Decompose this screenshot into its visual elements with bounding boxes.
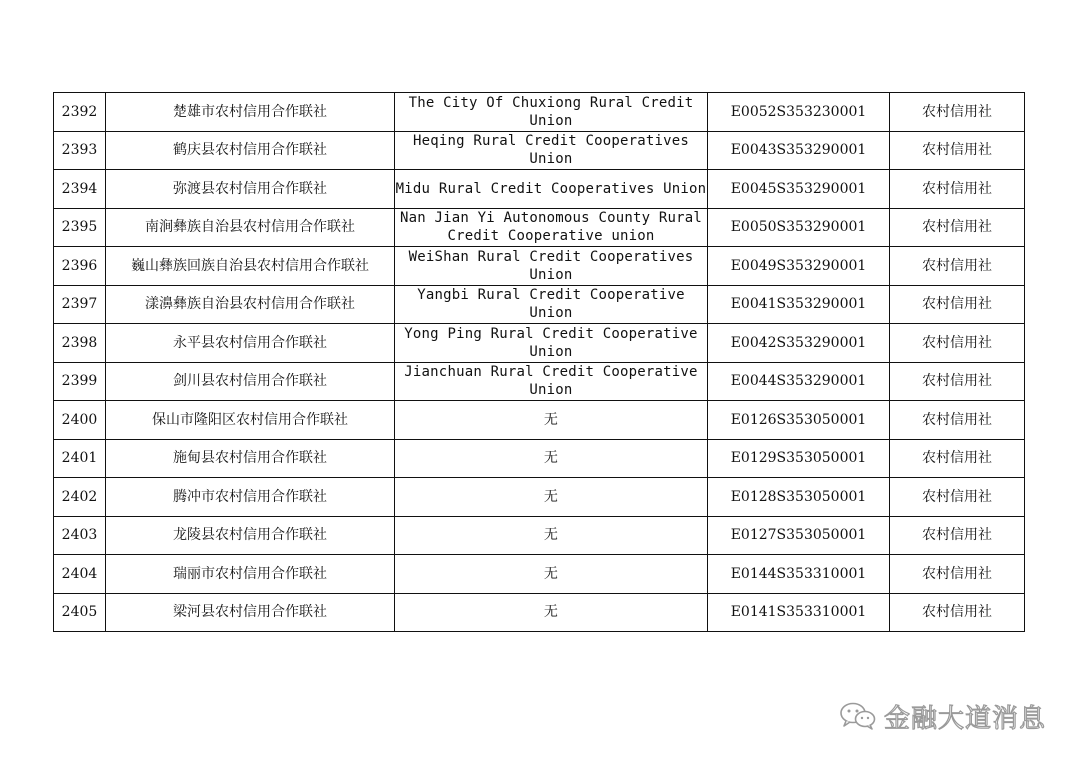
cell-name-chinese: 剑川县农村信用合作联社 (106, 362, 395, 401)
cell-institution-code: E0044S353290001 (708, 362, 890, 401)
wechat-icon (838, 701, 878, 731)
cell-name-chinese: 保山市隆阳区农村信用合作联社 (106, 401, 395, 440)
cell-name-english: 无 (395, 439, 708, 478)
cell-institution-code: E0042S353290001 (708, 324, 890, 363)
cell-institution-type: 农村信用社 (890, 516, 1025, 555)
cell-name-chinese: 漾濞彝族自治县农村信用合作联社 (106, 285, 395, 324)
table-row (54, 208, 1025, 247)
cell-number: 2395 (54, 208, 106, 247)
cell-number: 2400 (54, 401, 106, 440)
cell-institution-type: 农村信用社 (890, 324, 1025, 363)
cell-name-english: 无 (395, 593, 708, 632)
cell-institution-code: E0052S353230001 (708, 93, 890, 132)
cell-name-chinese: 梁河县农村信用合作联社 (106, 593, 395, 632)
table-row (54, 401, 1025, 440)
cell-number: 2398 (54, 324, 106, 363)
cell-name-chinese: 永平县农村信用合作联社 (106, 324, 395, 363)
cell-institution-type: 农村信用社 (890, 593, 1025, 632)
cell-number: 2405 (54, 593, 106, 632)
cell-institution-code: E0127S353050001 (708, 516, 890, 555)
cell-name-english: 无 (395, 555, 708, 594)
table-row (54, 170, 1025, 209)
cell-number: 2393 (54, 131, 106, 170)
cell-institution-type: 农村信用社 (890, 93, 1025, 132)
cell-name-chinese: 龙陵县农村信用合作联社 (106, 516, 395, 555)
cell-institution-code: E0045S353290001 (708, 170, 890, 209)
cell-name-chinese: 鹤庆县农村信用合作联社 (106, 131, 395, 170)
table-row (54, 439, 1025, 478)
table-row (54, 93, 1025, 132)
cell-number: 2396 (54, 247, 106, 286)
cell-number: 2401 (54, 439, 106, 478)
cell-number: 2392 (54, 93, 106, 132)
table-row (54, 324, 1025, 363)
table-row (54, 478, 1025, 517)
cell-name-english: The City Of Chuxiong Rural Credit Union (395, 93, 708, 132)
cell-institution-type: 农村信用社 (890, 555, 1025, 594)
cell-number: 2403 (54, 516, 106, 555)
cell-name-english: 无 (395, 401, 708, 440)
table-row (54, 593, 1025, 632)
table-row (54, 516, 1025, 555)
table-row (54, 247, 1025, 286)
cell-name-chinese: 巍山彝族回族自治县农村信用合作联社 (106, 247, 395, 286)
cell-institution-code: E0129S353050001 (708, 439, 890, 478)
cell-institution-type: 农村信用社 (890, 362, 1025, 401)
cell-institution-code: E0043S353290001 (708, 131, 890, 170)
cell-name-chinese: 南涧彝族自治县农村信用合作联社 (106, 208, 395, 247)
cell-name-chinese: 腾冲市农村信用合作联社 (106, 478, 395, 517)
cell-institution-type: 农村信用社 (890, 401, 1025, 440)
cell-institution-code: E0141S353310001 (708, 593, 890, 632)
cell-institution-type: 农村信用社 (890, 131, 1025, 170)
cell-name-english: Nan Jian Yi Autonomous County Rural Credit Cooperative union (395, 208, 708, 247)
cell-number: 2394 (54, 170, 106, 209)
cell-name-chinese: 楚雄市农村信用合作联社 (106, 93, 395, 132)
cell-institution-code: E0041S353290001 (708, 285, 890, 324)
cell-name-english: Jianchuan Rural Credit Cooperative Union (395, 362, 708, 401)
cell-institution-type: 农村信用社 (890, 170, 1025, 209)
cell-number: 2397 (54, 285, 106, 324)
table-body (54, 93, 1025, 632)
cell-name-english: Midu Rural Credit Cooperatives Union (395, 170, 708, 209)
cell-name-english: Yangbi Rural Credit Cooperative Union (395, 285, 708, 324)
table-row (54, 555, 1025, 594)
cell-institution-code: E0144S353310001 (708, 555, 890, 594)
cell-institution-type: 农村信用社 (890, 208, 1025, 247)
cell-number: 2399 (54, 362, 106, 401)
cell-number: 2404 (54, 555, 106, 594)
cell-name-english: 无 (395, 478, 708, 517)
table-row (54, 131, 1025, 170)
cell-institution-type: 农村信用社 (890, 478, 1025, 517)
cell-institution-type: 农村信用社 (890, 247, 1025, 286)
cell-name-english: WeiShan Rural Credit Cooperatives Union (395, 247, 708, 286)
table-row (54, 285, 1025, 324)
cell-institution-code: E0049S353290001 (708, 247, 890, 286)
institution-table (53, 92, 1025, 632)
cell-institution-code: E0128S353050001 (708, 478, 890, 517)
cell-name-chinese: 施甸县农村信用合作联社 (106, 439, 395, 478)
cell-name-chinese: 瑞丽市农村信用合作联社 (106, 555, 395, 594)
cell-institution-type: 农村信用社 (890, 439, 1025, 478)
watermark (838, 698, 1046, 734)
cell-name-chinese: 弥渡县农村信用合作联社 (106, 170, 395, 209)
table-row (54, 362, 1025, 401)
cell-institution-code: E0050S353290001 (708, 208, 890, 247)
cell-number: 2402 (54, 478, 106, 517)
cell-institution-type: 农村信用社 (890, 285, 1025, 324)
cell-name-english: Heqing Rural Credit Cooperatives Union (395, 131, 708, 170)
cell-institution-code: E0126S353050001 (708, 401, 890, 440)
cell-name-english: 无 (395, 516, 708, 555)
cell-name-english: Yong Ping Rural Credit Cooperative Union (395, 324, 708, 363)
watermark-text: 金融大道消息 (884, 703, 1047, 734)
